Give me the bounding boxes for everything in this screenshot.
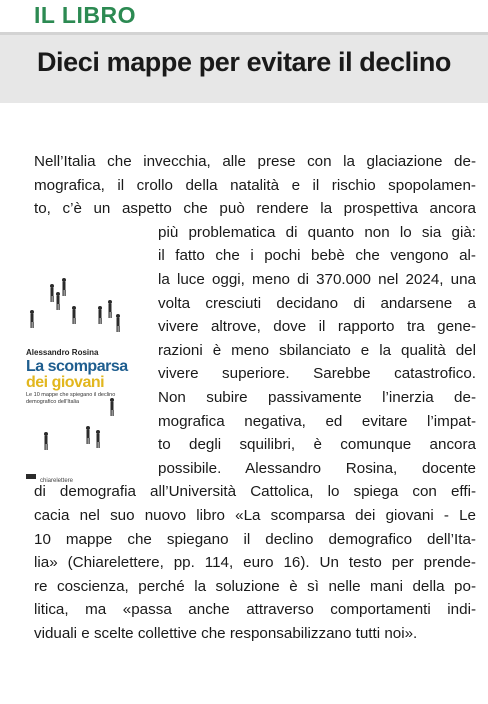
headline-bar	[0, 32, 488, 103]
article-line: vivere altrove, dove il rapporto tra gene-	[158, 318, 476, 336]
book-subtitle: Le 10 mappe che spiegano il declino demografico dell'Italia	[26, 392, 116, 405]
article-line: viduali e scelte collettive che responsabilizzano tutti noi».	[34, 624, 418, 642]
article-line: Non subire passivamente l’inerzia de-	[158, 388, 476, 406]
article-line: volta cresciuti decidano di andarsene a	[158, 294, 476, 312]
article-line: la luce oggi, meno di 370.000 nel 2024, una	[158, 270, 476, 288]
book-title-line-2: dei giovani	[26, 374, 105, 391]
headline: Dieci mappe per evitare il declino	[36, 47, 452, 77]
article-line: Nell’Italia che invecchia, alle prese con la glaciazione de-	[34, 153, 476, 170]
article-line: mografica, il crollo della natalità e il rischio spopolamen-	[34, 176, 476, 194]
article-line: vivere superiore. Sarebbe catastrofico.	[158, 365, 476, 383]
article-body	[34, 150, 476, 645]
article-line: litica, ma «passa anche attraverso comportamenti indi-	[34, 601, 476, 619]
article-line: possibile. Alessandro Rosina, docente	[158, 459, 476, 477]
article-line: lia» (Chiarelettere, pp. 114, euro 16). Un testo per prende-	[34, 554, 476, 572]
article-line: razioni è meno sbilanciato e la qualità del	[158, 341, 476, 359]
book-author: Alessandro Rosina	[26, 348, 99, 357]
article-line: to degli squilibri, è comunque ancora	[158, 436, 476, 454]
article-line: cacia nel suo nuovo libro «La scomparsa dei giovani - Le	[34, 506, 476, 524]
section-label: IL LIBRO	[34, 2, 136, 28]
article-line: il fatto che i pochi bebè che vengono al-	[158, 247, 476, 265]
article-line: più problematica di quanto non lo sia già:	[158, 223, 476, 241]
article-line: mografica negativa, ed evitare l’impat-	[158, 412, 476, 430]
article-line: di demografia all’Università Cattolica, lo spiega con effi-	[34, 483, 476, 501]
article-line: to, c’è un aspetto che può rendere la prospettiva ancora	[34, 200, 476, 218]
book-publisher: chiarelettere	[40, 478, 74, 484]
book-title-line-1: La scomparsa	[26, 358, 128, 375]
article-line: re coscienza, perché la soluzione è sì nelle mani della po-	[34, 577, 476, 595]
article-line: 10 mappe che spiegano il declino demografico dell’Ita-	[34, 530, 476, 548]
